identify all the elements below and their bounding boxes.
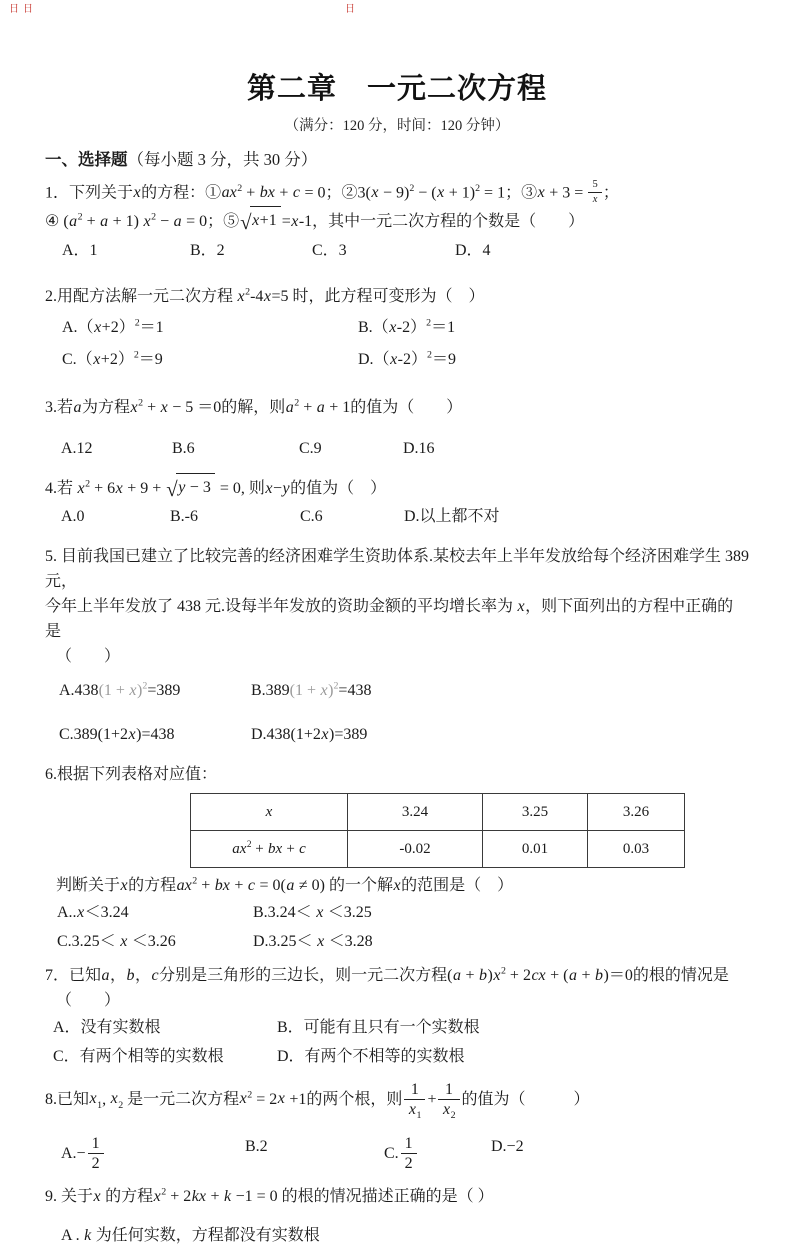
table-cell: 0.01 (483, 831, 588, 868)
option: $B.389(1 + x)^2=438$ (251, 681, 372, 700)
question-text: ④ $(a^2 + a + 1) x^2 - a = 0$；⑤ √ x+1 =x-1，其中一元二次方程的个数是（ ） (45, 206, 749, 235)
option: A.− $\frac{1}{2}$ (61, 1135, 245, 1173)
option: $D.(x-2)^2=9$ (358, 349, 456, 368)
option: A.12 (61, 439, 93, 457)
option: A．没有实数根 (53, 1018, 161, 1036)
radical: √ x+1 (240, 206, 281, 234)
radical: √ y − 3 (166, 473, 215, 501)
question-text: 4.若 $x^2 + 6x + 9$ + √ y − 3 = 0, 则x−y的值为（ ） (45, 473, 749, 502)
option: B.2 (245, 1137, 268, 1155)
option: D.以上都不对 (404, 508, 500, 526)
values-table (190, 793, 685, 868)
question-text: 6.根据下列表格对应值： (45, 766, 218, 784)
question-1 (45, 179, 749, 263)
options-row (45, 437, 749, 461)
table-cell: 0.03 (588, 831, 685, 868)
option: D.16 (403, 439, 435, 457)
option: $A.(x+2)^2=1$ (62, 317, 164, 336)
question-text: 判断关于x的方程$ax^2$ + bx + c = 0(a ≠ 0) 的一个解x的范围是（ ） (56, 875, 514, 895)
red-annotation-mark: 日 (9, 4, 19, 15)
option: B．可能有且只有一个实数根 (277, 1018, 480, 1036)
fraction: $\frac{1}{x_2}$ (438, 1081, 459, 1119)
option: A..x＜3.24 (57, 904, 129, 922)
fraction: $\frac{5}{x}$ (588, 179, 602, 205)
options-row (45, 505, 749, 529)
option: B.3.24＜ x ＜3.25 (253, 904, 372, 922)
table-cell: x (191, 794, 348, 831)
question-text: 2.用配方法解一元二次方程 $x^2-4x=5$ 时，此方程可变形为（ ） (45, 286, 485, 306)
table-cell: $ax^2$ + bx + c (191, 831, 348, 868)
question-text: 今年上半年发放了 438 元.设每半年发放的资助金额的平均增长率为 x，则下面列出的方程中正确的是 (45, 598, 734, 640)
option: C．有两个相等的实数根 (53, 1047, 224, 1065)
options-row (45, 239, 749, 263)
option: C．3 (312, 242, 347, 260)
question-6 (45, 763, 749, 954)
option: C.9 (299, 439, 322, 457)
options-row (45, 1135, 749, 1173)
question-text: 9. 关于x 的方程$x^2 + 2kx + k -1 = 0$ 的根的情况描述正确的是（ ） (45, 1186, 494, 1205)
options-row (45, 316, 749, 372)
red-annotation-mark: 日 (23, 4, 33, 15)
option: A . k 为任何实数，方程都没有实数根 (61, 1226, 320, 1244)
question-text: 5. 目前我国已建立了比较完善的经济困难学生资助体系.某校去年上半年发放给每个经济困难学生 389 元， (45, 548, 750, 591)
table-cell: 3.24 (348, 794, 483, 831)
table-row (191, 794, 685, 831)
table-row (191, 831, 685, 868)
option: C.3.25＜ x ＜3.26 (57, 933, 176, 951)
chapter-title: 第二章 一元二次方程 (246, 73, 547, 105)
option: D.438(1+2x)=389 (251, 726, 368, 744)
options-row (45, 679, 749, 747)
question-3 (45, 396, 749, 461)
table-cell: -0.02 (348, 831, 483, 868)
option: D．有两个不相等的实数根 (277, 1047, 465, 1065)
options-row (45, 901, 749, 954)
option: D.−2 (491, 1137, 524, 1155)
question-text: （ ） (56, 647, 121, 665)
option: B.-6 (170, 508, 198, 526)
option: B.6 (172, 439, 195, 457)
question-text: 7．已知a，b，c分别是三角形的三边长，则一元二次方程$(a + b)x^2 + 2cx + (a + b)=0$的根的情况是 (45, 965, 729, 985)
fraction: $\frac{1}{2}$ (88, 1135, 104, 1173)
option: B．2 (190, 242, 225, 260)
question-7 (45, 964, 749, 1069)
option: D.3.25＜ x ＜3.28 (253, 933, 373, 951)
question-9 (45, 1185, 749, 1248)
question-8 (45, 1081, 749, 1173)
section-heading-rest: （每小题 3 分，共 30 分） (127, 150, 318, 169)
question-4 (45, 473, 749, 530)
option: A．1 (62, 242, 98, 260)
questions-list (45, 179, 749, 1248)
table-cell: 3.25 (483, 794, 588, 831)
question-text: 1．下列关于x的方程：$①ax^2$ + bx + c = 0；②3(x − $9)^2 - (x + 1)^2 = 1$；③x + 3 = $\frac{5}{x}$ ； (45, 179, 619, 205)
exam-info: （满分：120 分，时间：120 分钟） (284, 118, 510, 134)
question-text: 8.已知$x_1$, $x_2$ 是一元二次方程$x^2 = 2x +1$的两个根，则 $\frac{1}{x_1}$ + $\frac{1}{x_2}$ 的值为（ ） (45, 1080, 590, 1122)
option: D．4 (455, 242, 491, 260)
option: $A.438(1 + x)^2=389$ (59, 681, 181, 700)
question-text: （ ） (56, 991, 121, 1009)
option: C. $\frac{1}{2}$ (384, 1135, 491, 1173)
option: A.0 (61, 508, 85, 526)
table-cell: 3.26 (588, 794, 685, 831)
section-heading (45, 146, 749, 170)
option: $C.(x+2)^2=9$ (62, 349, 163, 368)
section-heading-bold: 一、选择题 (45, 150, 128, 169)
question-5 (45, 545, 749, 747)
option: C.389(1+2x)=438 (59, 726, 175, 744)
fraction: $\frac{1}{2}$ (401, 1135, 417, 1173)
option: $B.(x-2)^2=1$ (358, 317, 456, 336)
red-annotation-mark: 日 (345, 4, 355, 15)
fraction: $\frac{1}{x_1}$ (404, 1081, 425, 1119)
question-2 (45, 285, 749, 372)
option: C.6 (300, 508, 323, 526)
options-row (45, 1224, 749, 1248)
question-text: 3.若a为方程$x^2 + x - 5 =0$的解，则$a^2 + a + 1$的值为（ ） (45, 397, 463, 416)
options-row (45, 1016, 749, 1069)
